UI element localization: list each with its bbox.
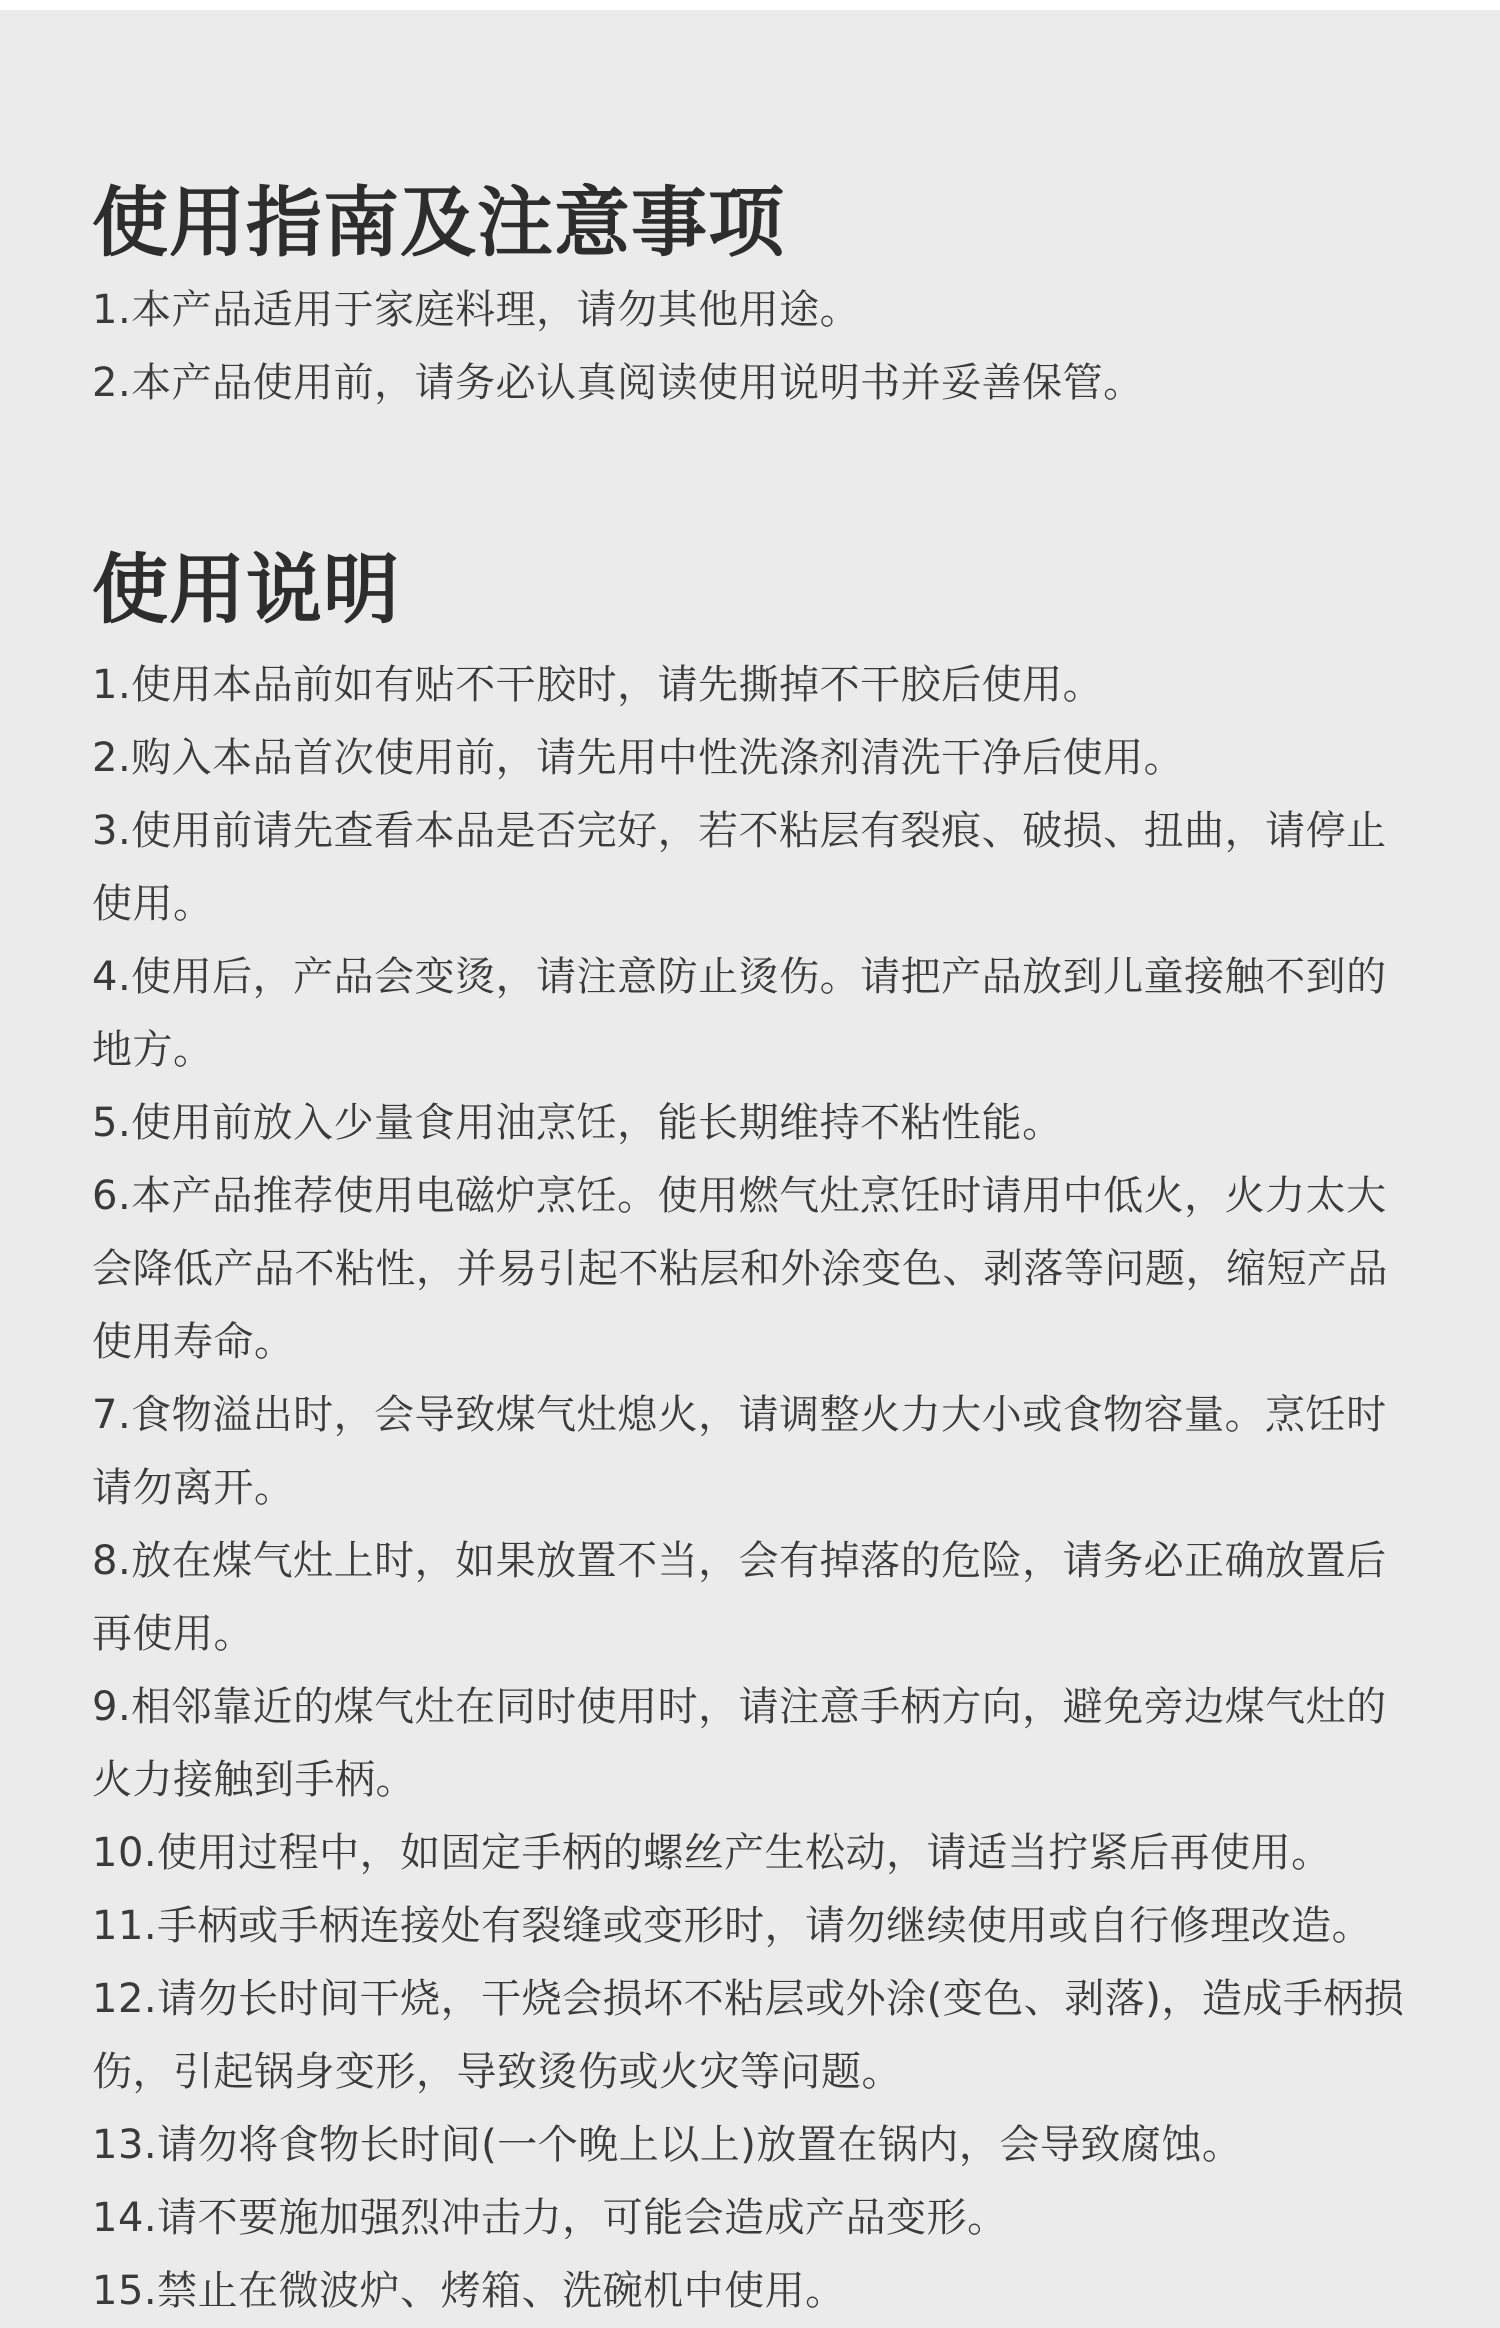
usage-item: 8.放在煤气灶上时，如果放置不当，会有掉落的危险，请务必正确放置后再使用。	[92, 1538, 1387, 1657]
usage-item: 1.使用本品前如有贴不干胶时，请先撕掉不干胶后使用。	[92, 662, 1104, 708]
usage-item: 11.手柄或手柄连接处有裂缝或变形时，请勿继续使用或自行修理改造。	[92, 1903, 1373, 1949]
intro-list	[92, 274, 1422, 420]
usage-item: 4.使用后，产品会变烫，请注意防止烫伤。请把产品放到儿童接触不到的地方。	[92, 954, 1387, 1073]
intro-section	[92, 175, 1422, 420]
usage-item: 5.使用前放入少量食用油烹饪，能长期维持不粘性能。	[92, 1100, 1063, 1146]
usage-item: 15.禁止在微波炉、烤箱、洗碗机中使用。	[92, 2268, 846, 2314]
usage-item: 13.请勿将食物长时间(一个晚上以上)放置在锅内，会导致腐蚀。	[92, 2122, 1243, 2168]
instructions-page	[92, 175, 1422, 2328]
intro-item: 1.本产品适用于家庭料理，请勿其他用途。	[92, 287, 861, 333]
usage-title: 使用说明	[92, 545, 400, 634]
usage-item: 12.请勿长时间干烧，干烧会损坏不粘层或外涂(变色、剥落)，造成手柄损伤，引起锅身变形，导致烫伤或火灾等问题。	[92, 1976, 1405, 2095]
usage-section	[92, 542, 1422, 2328]
usage-item: 6.本产品推荐使用电磁炉烹饪。使用燃气灶烹饪时请用中低火，火力太大会降低产品不粘性，并易引起不粘层和外涂变色、剥落等问题，缩短产品使用寿命。	[92, 1173, 1388, 1365]
usage-item: 2.购入本品首次使用前，请先用中性洗涤剂清洗干净后使用。	[92, 735, 1185, 781]
usage-list	[92, 649, 1422, 2328]
usage-item: 10.使用过程中，如固定手柄的螺丝产生松动，请适当拧紧后再使用。	[92, 1830, 1332, 1876]
usage-item: 9.相邻靠近的煤气灶在同时使用时，请注意手柄方向，避免旁边煤气灶的火力接触到手柄。	[92, 1684, 1387, 1803]
intro-title: 使用指南及注意事项	[92, 178, 785, 267]
usage-item: 7.食物溢出时，会导致煤气灶熄火，请调整火力大小或食物容量。烹饪时请勿离开。	[92, 1392, 1387, 1511]
usage-item: 14.请不要施加强烈冲击力，可能会造成产品变形。	[92, 2195, 1008, 2241]
top-bar	[0, 0, 1500, 10]
usage-item: 3.使用前请先查看本品是否完好，若不粘层有裂痕、破损、扭曲，请停止使用。	[92, 808, 1387, 927]
intro-item: 2.本产品使用前，请务必认真阅读使用说明书并妥善保管。	[92, 360, 1144, 406]
